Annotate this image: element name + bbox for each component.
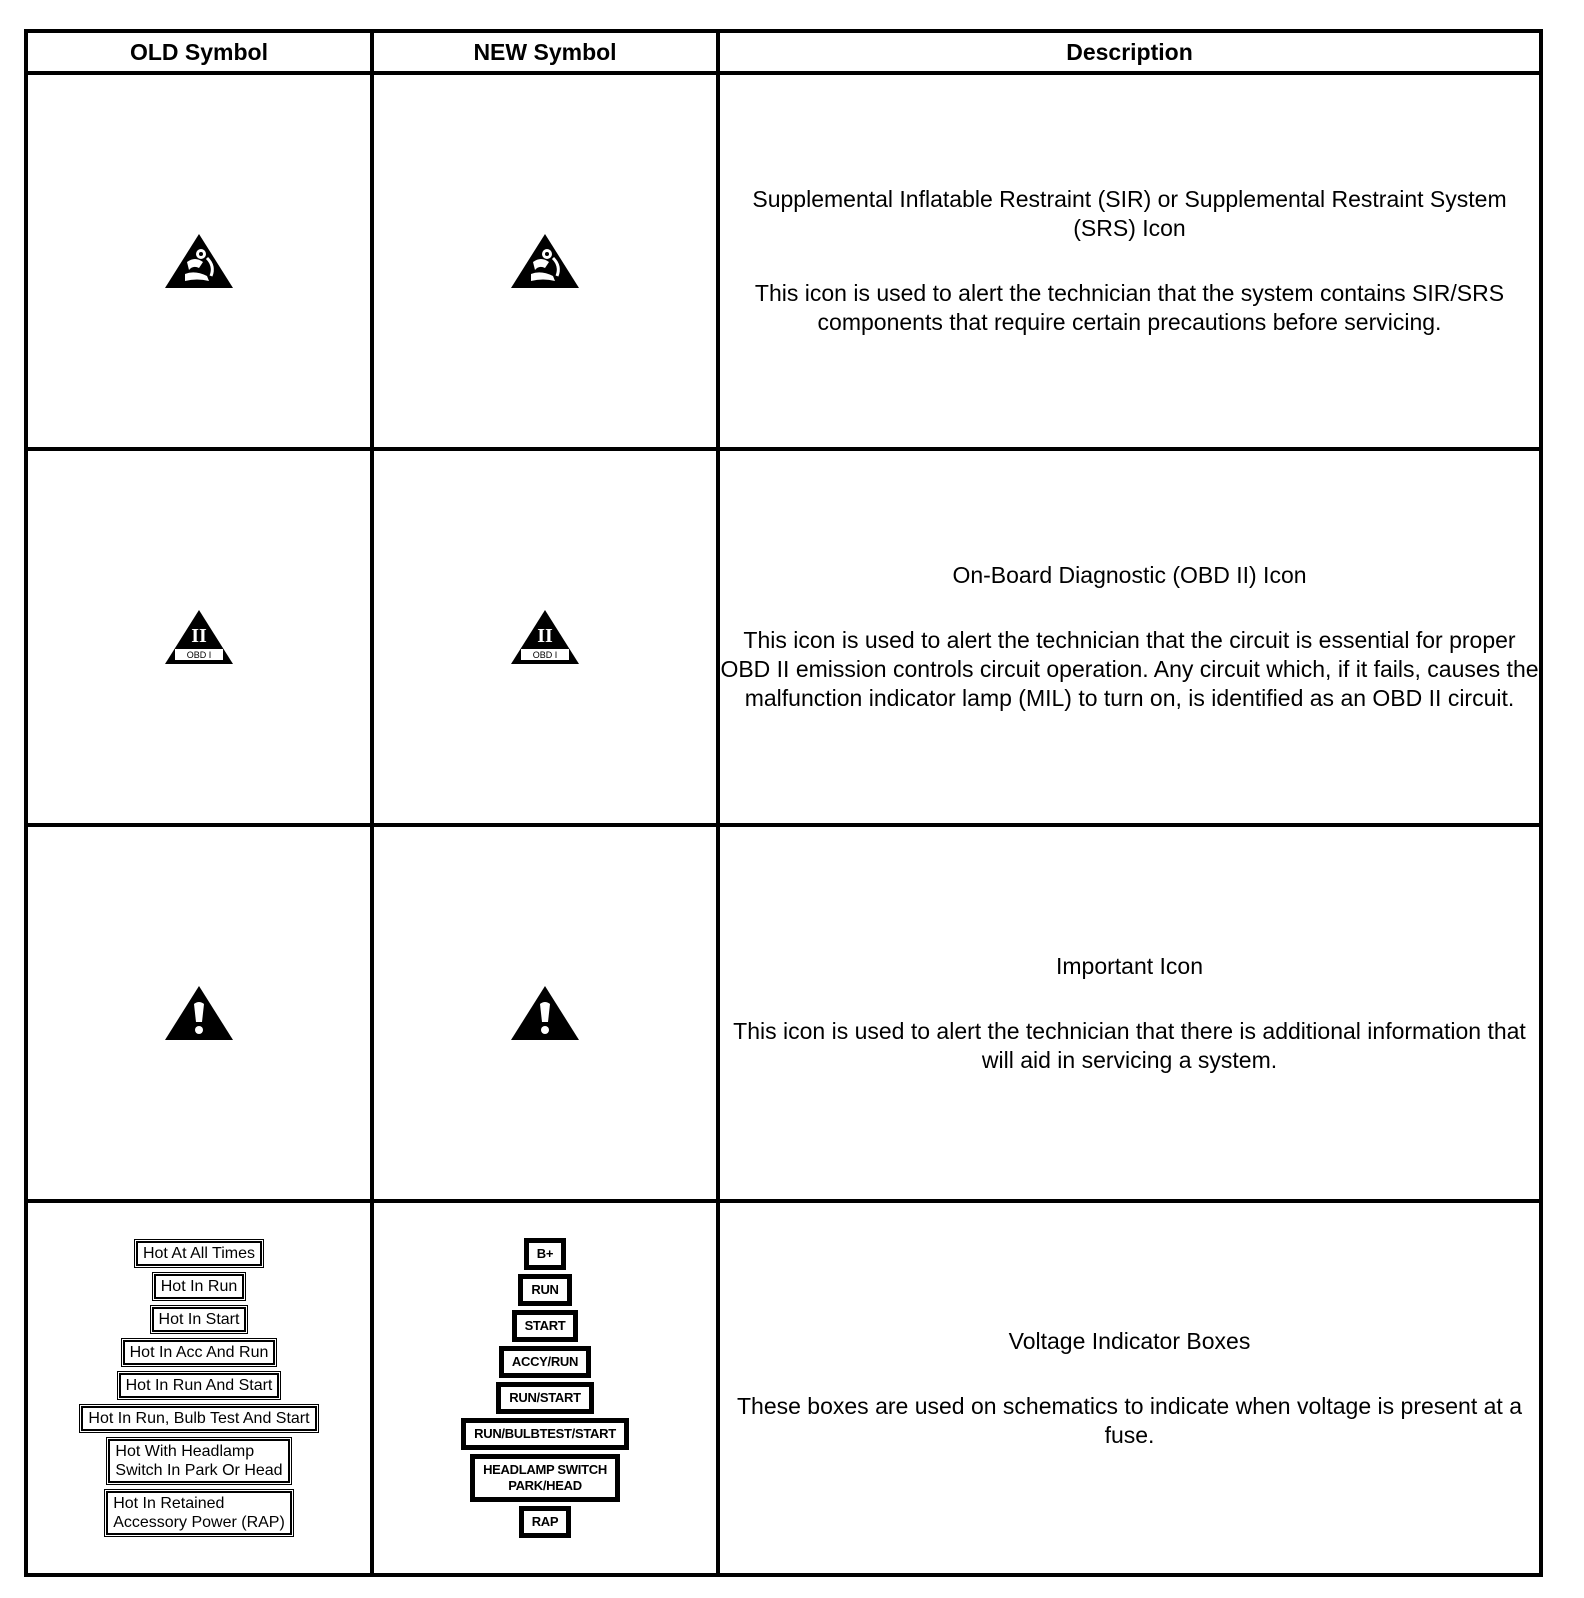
description-title: Voltage Indicator Boxes <box>1008 1327 1251 1354</box>
new-voltage-box-label: ACCY/RUN <box>504 1351 586 1373</box>
new-voltage-box <box>496 1382 593 1414</box>
description-cell <box>718 449 1541 825</box>
old-symbol-cell <box>26 449 372 825</box>
old-symbol-cell <box>26 73 372 449</box>
important-warning-icon <box>509 984 581 1042</box>
old-voltage-box: Hot In Retained Accessory Power (RAP) <box>106 1491 292 1535</box>
new-voltage-box-label: RUN/BULBTEST/START <box>466 1423 624 1445</box>
old-voltage-box: Hot At All Times <box>136 1241 262 1266</box>
new-symbol-cell <box>372 73 718 449</box>
description-cell <box>718 1201 1541 1575</box>
description-title: Important Icon <box>1055 952 1204 979</box>
new-voltage-box <box>518 1274 571 1306</box>
old-symbol-cell <box>26 1201 372 1575</box>
obd-numeral: II <box>537 625 553 647</box>
description-title: On-Board Diagnostic (OBD II) Icon <box>952 562 1307 588</box>
header-description: Description <box>718 31 1541 73</box>
header-old-symbol: OLD Symbol <box>26 31 372 73</box>
old-voltage-box: Hot In Acc And Run <box>123 1340 276 1365</box>
old-voltage-box-list <box>28 1241 370 1535</box>
old-symbol-cell <box>26 825 372 1201</box>
obd-ii-warning-icon <box>509 608 581 666</box>
airbag-warning-icon <box>509 232 581 290</box>
table-row <box>26 1201 1541 1575</box>
new-voltage-box-label: RAP <box>524 1511 567 1533</box>
table-row <box>26 825 1541 1201</box>
new-voltage-box-label: B+ <box>529 1243 561 1265</box>
description-text: These boxes are used on schematics to indicate when voltage is present at a fuse. <box>736 1392 1522 1448</box>
description-text: This icon is used to alert the technician that the circuit is essential for proper OBD II emission controls circuit operation. Any circuit which, if it fails, causes the malfunction indicator lamp (MIL) to turn on, is identified as an OBD II circuit. <box>720 627 1539 711</box>
new-symbol-cell <box>372 825 718 1201</box>
symbol-table <box>24 29 1543 1577</box>
new-voltage-box <box>461 1418 629 1450</box>
obd-label: OBD I <box>532 650 558 660</box>
header-new-symbol: NEW Symbol <box>372 31 718 73</box>
description-cell <box>718 825 1541 1201</box>
old-voltage-box: Hot In Run And Start <box>119 1373 280 1398</box>
old-voltage-box: Hot In Start <box>152 1307 247 1332</box>
description-cell <box>718 73 1541 449</box>
old-voltage-box: Hot In Run, Bulb Test And Start <box>81 1406 316 1431</box>
new-voltage-box-list <box>374 1238 716 1538</box>
table-row <box>26 73 1541 449</box>
description-title: Supplemental Inflatable Restraint (SIR) or Supplemental Restraint System (SRS) Icon <box>752 186 1507 241</box>
new-voltage-box-label: RUN/START <box>501 1387 588 1409</box>
old-voltage-box: Hot In Run <box>154 1274 244 1299</box>
new-symbol-cell <box>372 1201 718 1575</box>
new-voltage-box <box>470 1454 620 1502</box>
description-text: This icon is used to alert the technician that the system contains SIR/SRS components that require certain precautions before servicing. <box>754 280 1505 335</box>
obd-ii-warning-icon <box>163 608 235 666</box>
important-warning-icon <box>163 984 235 1042</box>
old-voltage-box: Hot With Headlamp Switch In Park Or Head <box>108 1439 289 1483</box>
new-voltage-box <box>524 1238 566 1270</box>
new-voltage-box <box>499 1346 591 1378</box>
table-row <box>26 449 1541 825</box>
new-voltage-box-label: HEADLAMP SWITCH PARK/HEAD <box>475 1459 615 1497</box>
airbag-warning-icon <box>163 232 235 290</box>
obd-label: OBD I <box>186 650 212 660</box>
new-voltage-box-label: START <box>517 1315 574 1337</box>
new-voltage-box <box>512 1310 579 1342</box>
new-voltage-box <box>519 1506 572 1538</box>
new-symbol-cell <box>372 449 718 825</box>
obd-numeral: II <box>191 625 207 647</box>
new-voltage-box-label: RUN <box>523 1279 566 1301</box>
header-row <box>26 31 1541 73</box>
description-text: This icon is used to alert the technician that there is additional information that will aid in servicing a system. <box>733 1017 1526 1073</box>
